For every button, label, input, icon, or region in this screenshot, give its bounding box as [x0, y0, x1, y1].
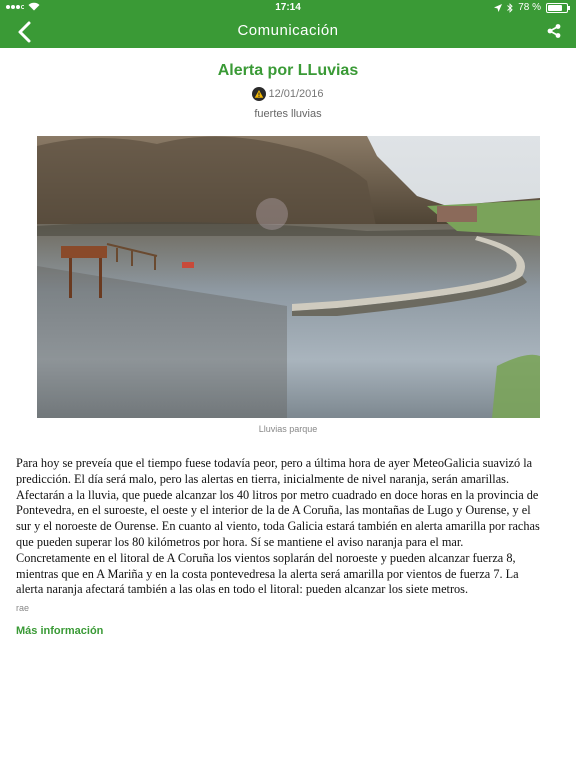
location-icon: [494, 4, 502, 12]
share-button[interactable]: [546, 23, 562, 39]
status-bar: [0, 0, 576, 16]
article-image: [37, 136, 540, 418]
more-info-link[interactable]: Más información: [16, 625, 104, 637]
article-title: Alerta por LLuvias: [217, 62, 359, 79]
status-time: 17:14: [275, 2, 301, 13]
share-icon: [546, 23, 562, 39]
page-title: Comunicación: [237, 22, 339, 39]
bluetooth-icon: [507, 3, 513, 13]
navigation-bar: [0, 16, 576, 48]
app-header: [0, 0, 576, 48]
battery-icon: [546, 3, 568, 13]
image-caption: Lluvias parque: [258, 424, 318, 434]
article-meta: [0, 87, 576, 101]
article-category: fuertes lluvias: [254, 108, 322, 120]
article-source: rae: [16, 603, 30, 613]
article-date: 12/01/2016: [268, 88, 324, 100]
article-body: Para hoy se preveía que el tiempo fuese todavía peor, pero a última hora de ayer MeteoGalicia suavizó la predicción. El día será malo, pero las alertas en tierra, inicialmente de nivel naranja, serán amarillas. Afectarán a la lluvia, que puede alcanzar los 40 litros por metro cuadrado en doce horas en la provincia de Pontevedra, en el suroeste, el oeste y el interior de la de A Coruña, las montañas de Lugo y Ourense, y el sur y el noroeste de Ourense. En cuanto al viento, toda Galicia estará también en alerta amarilla por rachas que pueden superar los 80 kilómetros por hora. Sí se mantiene el aviso naranja para el mar. Concretamente en el litoral de A Coruña los vientos soplarán del noroeste y pueden alcanzar fuerza 8, mientras que en A Mariña y en la costa pontevedresa la alerta será amarilla por vientos de fuerza 7. La alerta naranja afectará también a las olas en todo el litoral: pueden alcanzar los siete metros.: [16, 456, 540, 597]
warning-icon: [252, 87, 266, 101]
battery-percent: 78 %: [518, 2, 541, 13]
